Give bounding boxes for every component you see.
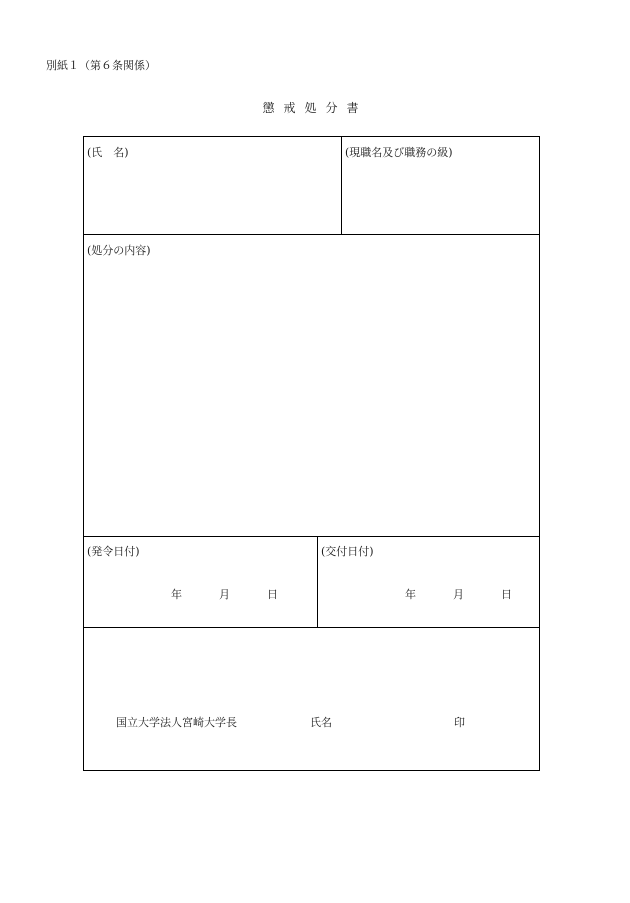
issuer-name-label: 氏名	[310, 716, 332, 729]
delivery-date-day: 日	[501, 588, 512, 601]
issue-date-year: 年	[171, 588, 182, 601]
content-label: (処分の内容)	[87, 244, 151, 257]
table-border-top	[83, 136, 540, 137]
issue-date-month: 月	[219, 588, 230, 601]
row-divider-2	[83, 536, 540, 537]
issue-date-day: 日	[267, 588, 278, 601]
form-reference: 別紙１（第６条関係）	[46, 59, 156, 72]
issue-date-label: (発令日付)	[87, 545, 140, 558]
row-divider-1	[83, 234, 540, 235]
table-border-left	[83, 136, 84, 771]
position-label: (現職名及び職務の級)	[345, 146, 453, 159]
delivery-date-year: 年	[405, 588, 416, 601]
column-divider-top-row	[341, 136, 342, 235]
table-border-bottom	[83, 770, 540, 771]
row-divider-3	[83, 627, 540, 628]
delivery-date-label: (交付日付)	[321, 545, 374, 558]
form-title: 懲戒処分書	[262, 101, 368, 115]
name-label: (氏 名)	[87, 146, 129, 159]
issuer-organization: 国立大学法人宮崎大学長	[116, 716, 237, 729]
table-border-right	[539, 136, 540, 771]
column-divider-date-row	[317, 536, 318, 628]
seal-mark: 印	[454, 716, 465, 729]
delivery-date-month: 月	[453, 588, 464, 601]
